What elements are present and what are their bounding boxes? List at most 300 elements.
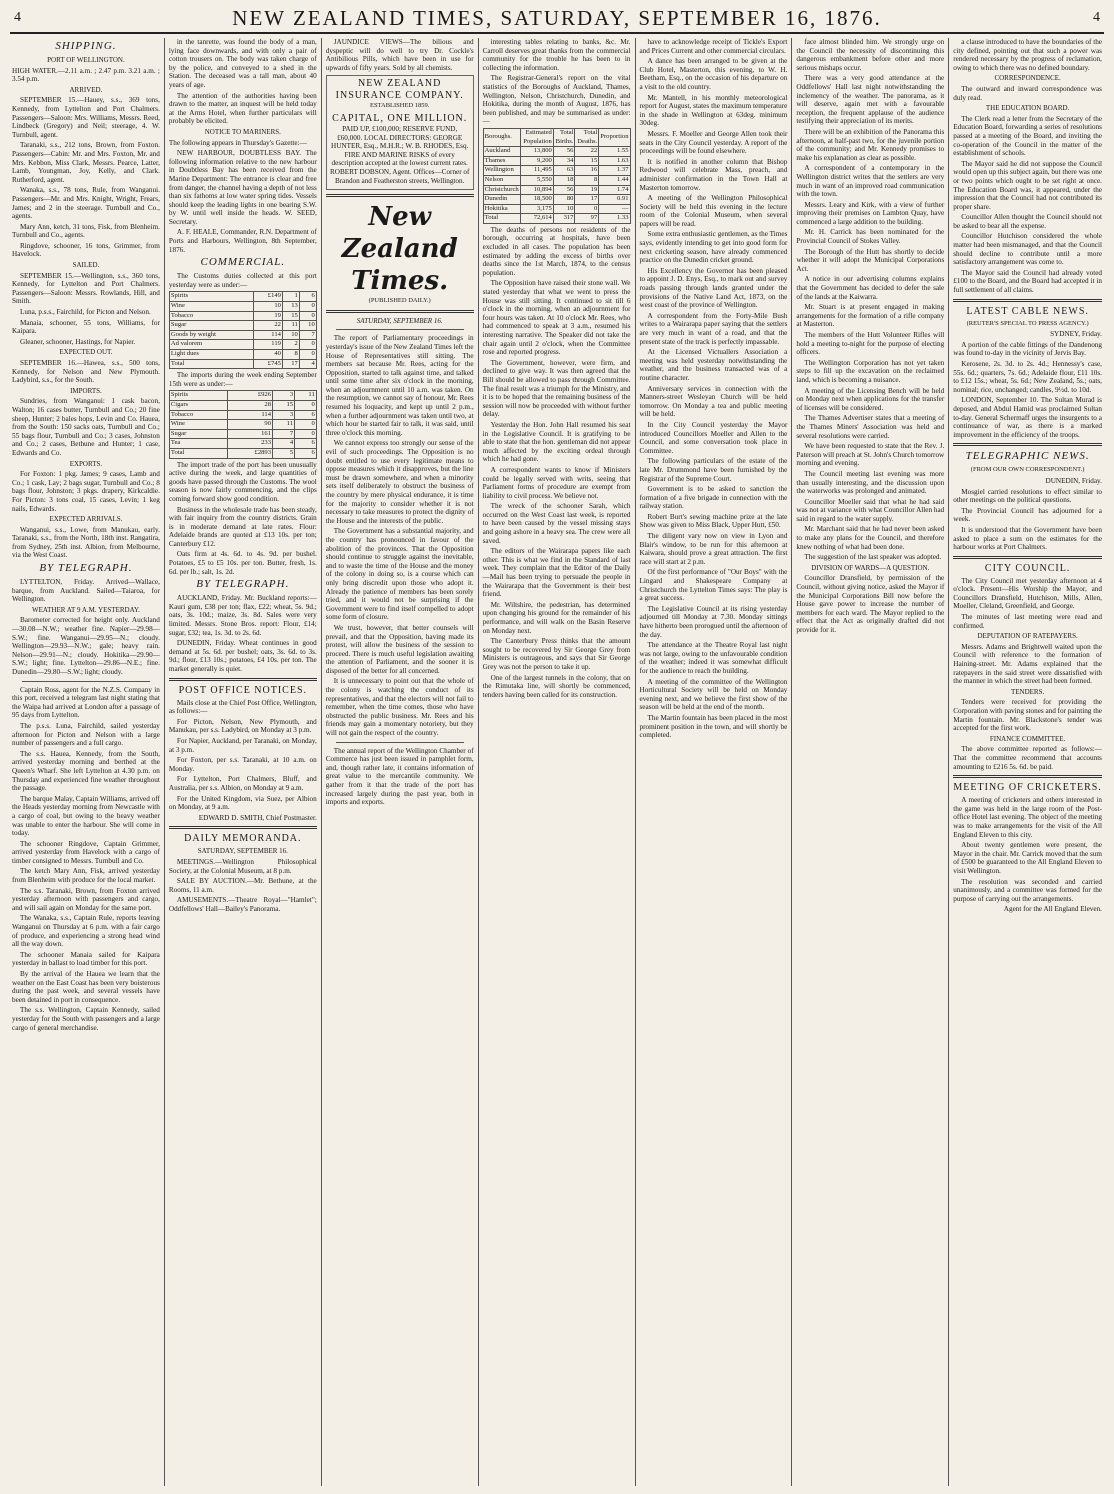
imports-table bbox=[169, 390, 317, 458]
table-row bbox=[169, 420, 316, 430]
table-cell: 8 bbox=[575, 175, 599, 185]
postoffice-item: Mails close at the Chief Post Office, Wellington, as follows:— bbox=[168, 698, 317, 716]
table-cell: — bbox=[599, 204, 630, 214]
news-paragraph: There was a very good attendance at the Oddfellows' Hall last night notwithstanding the inclemency of the weather. The panorama, as it will deserve, again met with a favourable reception, the frequent applause of the audience testifying their appreciation of its merits. bbox=[796, 74, 945, 126]
imports-heading: IMPORTS. bbox=[70, 386, 102, 395]
news-paragraph: A meeting of the Wellington Philosophical Society will be held this evening in the lecture room of the Colonial Museum, when several papers will be read. bbox=[639, 194, 788, 228]
table-cell: 16 bbox=[575, 166, 599, 176]
table-header-row bbox=[483, 128, 630, 146]
table-row bbox=[169, 311, 316, 321]
table-row bbox=[483, 195, 630, 205]
news-paragraph: Yesterday the Hon. John Hall resumed his seat in the Legislative Council. It is gratifying to be able to state that the hon. gentleman did not appear much affected by the exciting ordeal through which he had gone. bbox=[482, 420, 631, 464]
council-paragraph: The minutes of last meeting were read and confirmed. bbox=[953, 613, 1102, 630]
insurance-capital: CAPITAL, ONE MILLION. bbox=[332, 112, 468, 124]
table-cell: 28 bbox=[228, 400, 273, 410]
table-row bbox=[169, 439, 316, 449]
commercial-intro: The Customs duties collected at this port yesterday were as under:— bbox=[168, 272, 317, 289]
exports-text: For Foxton: 1 pkg. James; 9 cases, Lamb and Co.; 1 cask, Lay; 2 bags sugar, Turnbull and Co.; 8 bags flour, Johnston; 3 pkgs. drapery, Kirkcaldie. For Picton: 3 tons coal, 15 cases, Levin; 1 keg nails, Edwards. bbox=[12, 470, 160, 513]
table-cell: 4 bbox=[299, 359, 316, 369]
divider bbox=[169, 826, 317, 829]
table-cell: 1.44 bbox=[599, 175, 630, 185]
news-paragraph: There will be an exhibition of the Panorama this afternoon, at half-past two, for the juvenile portion of the community; and Mr. Kennedy promises to make his explanation as clear as possible. bbox=[796, 127, 945, 162]
shipping-paragraph: The s.s. Wellington, Captain Kennedy, sailed yesterday for the South with passengers and a large cargo of general merchandise. bbox=[12, 1006, 160, 1032]
table-cell: 56 bbox=[553, 147, 575, 157]
news-paragraph: The following particulars of the estate of the late Mr. Drummond have been furnished by the Registrar of the Supreme Court. bbox=[639, 457, 788, 483]
chamber-report: The annual report of the Wellington Chamber of Commerce has just been issued in pamphlet form, and, though rather late, it contains information of great value to the mercantile community. We gather from it that the trade of the port has increased largely during the past year, both in imports and exports. bbox=[325, 746, 474, 807]
table-cell: 40 bbox=[254, 350, 282, 360]
daily-date: SATURDAY, SEPTEMBER 16. bbox=[197, 847, 288, 856]
cricket-sign: Agent for the All England Eleven. bbox=[1003, 905, 1102, 914]
table-cell: 5,550 bbox=[520, 175, 553, 185]
education-paragraph: Councillor Allen thought the Council should not be asked to bear all the expense. bbox=[953, 213, 1102, 230]
news-paragraph: Mr. Mantell, in his monthly meteorological report for August, states the maximum temperature in the shade in Wellington at 63deg. minimum 30deg. bbox=[639, 93, 788, 128]
article-paragraph: in the tanrette, was found the body of a man, lying face downwards, and with only a pair of cotton trousers on. The body was taken charge of by the police, and conveyed to a shed in the Station. The deceased was a tall man, about 40 years of age. bbox=[168, 38, 317, 89]
city-council-heading: CITY COUNCIL. bbox=[984, 562, 1071, 574]
table-cell: 6 bbox=[299, 292, 316, 302]
table-cell: Hokitika bbox=[483, 204, 520, 214]
shipping-heading: SHIPPING. bbox=[55, 40, 117, 52]
table-cell: 1 bbox=[282, 292, 299, 302]
news-paragraph: Some extra enthusiastic gentlemen, as the Times says, evidently intending to get into good form for next cricketing season, have already commenced practice on the Dunedin cricket ground. bbox=[639, 230, 788, 265]
correspondence-text: The outward and inward correspondence was duly read. bbox=[953, 84, 1102, 102]
table-row bbox=[169, 340, 316, 350]
news-paragraph: A notice in our advertising columns explains that the Government has decided to defer the sale of the lands at the Kaiwarra. bbox=[796, 275, 945, 301]
telegraph-heading: BY TELEGRAPH. bbox=[39, 562, 133, 575]
table-cell: Tea bbox=[169, 439, 227, 449]
cable-date: SYDNEY, Friday. bbox=[1050, 330, 1102, 339]
page-number-right: 4 bbox=[1093, 10, 1100, 25]
table-cell: 0 bbox=[295, 420, 317, 430]
telegraphic-item: The Provincial Council has adjourned for a week. bbox=[953, 506, 1102, 524]
table-header-cell: Boroughs. bbox=[483, 128, 520, 146]
table-cell: 0 bbox=[299, 350, 316, 360]
table-cell: 6 bbox=[295, 410, 317, 420]
table-cell: 17 bbox=[282, 359, 299, 369]
table-cell: Wine bbox=[169, 302, 254, 312]
cable-news-heading: LATEST CABLE NEWS. bbox=[966, 305, 1089, 317]
telegraphic-sub: (FROM OUR OWN CORRESPONDENT.) bbox=[970, 466, 1085, 474]
table-cell: 11 bbox=[282, 321, 299, 331]
telegraph-text: AUCKLAND, Friday. Mr. Buckland reports:—Kauri gum, £38 per ton; flax, £22; wheat, 5s. 9d.; oats, 3s. 10d.; maize, 3s. 8d. Sales were very limited. Messrs. Stone Bros. report: Flour, £14; sugar, £32; tea, 1s. 3d. to 2s. 6d. bbox=[168, 594, 317, 637]
arrived-item: Ringdove, schooner, 16 tons, Grimmer, from Havelock. bbox=[12, 241, 160, 259]
cricketers-heading: MEETING OF CRICKETERS. bbox=[953, 782, 1102, 794]
news-paragraph: The Opposition have raised their stone wall. We stated yesterday that what we went to press the House was still sitting. It continued to sit till 6 o'clock in the morning, when an adjournment for four hours was taken. At 10 o'clock Mr. Rees, who had commenced to speak at 3 a.m., resumed his interesting narrative. The Speaker did not take the chair again until 2 o'clock, when the Committee rose and reported progress. bbox=[482, 279, 631, 357]
table-cell: Light dues bbox=[169, 350, 254, 360]
shipping-paragraph: The Wanaka, s.s., Captain Rule, reports leaving Wanganui on Thursday at 6 p.m. with a fair cargo of produce, and experiencing a strong head wind all the way down. bbox=[12, 914, 160, 949]
table-row bbox=[483, 214, 630, 224]
table-cell: Total bbox=[169, 359, 254, 369]
notice-text: NEW HARBOUR, DOUBTLESS BAY. The following information relative to the new harbour in Doubtless Bay has been received from the Marine Department: The entrance is clear and free from danger, the channel having a depth of not less than six fathoms at low water spring tides. Vessels should keep the leading lights in one bearing S.W. by W. until well inside the heads. W. SEED, Secretary. bbox=[168, 149, 317, 226]
table-cell: 18,500 bbox=[520, 195, 553, 205]
column-council bbox=[949, 38, 1106, 1486]
news-paragraph: The suggestion of the last speaker was adopted. bbox=[804, 553, 942, 562]
table-cell: 15 bbox=[282, 311, 299, 321]
news-paragraph: The deaths of persons not residents of the borough, occurring at hospitals, have been excluded in all cases. The population has been estimated by adding the excess of births over deaths since the 1st March, 1874, to the census population. bbox=[482, 225, 631, 277]
division-text: Councillor Dransfield, by permission of the Council, without giving notice, asked the Mayor if the Municipal Corporations Bill now before the House gave power to increase the number of members for each ward. The Mayor replied to the effect that the Act as originally drafted did not provide for it. bbox=[796, 574, 945, 634]
table-row bbox=[169, 330, 316, 340]
table-cell: 10,894 bbox=[520, 185, 553, 195]
arrived-heading: ARRIVED. bbox=[69, 85, 103, 94]
education-paragraph: The Mayor said the Council had already voted £100 to the Board, and the Board had accepted it in full settlement of all claims. bbox=[953, 268, 1102, 295]
telegraphic-item: It is understood that the Government have been asked to place a sum on the estimates for the harbour works at Port Chalmers. bbox=[953, 525, 1102, 552]
table-cell: Thames bbox=[483, 156, 520, 166]
cable-item: Kerosene, 2s. 3d. to 2s. 4d.; Hennessy's case, 55s. 6d.; quarters, 7s. 6d.; Adelaide flour, £11 10s. to £12 15s.; wheat, 5s. 6d.; New Zealand, 5s.; oats, nominal; rice, unchanged; candles, 9½d. to 10d. bbox=[953, 360, 1102, 394]
insurance-body: PAID UP, £100,000; RESERVE FUND, £60,000. LOCAL DIRECTORS: GEORGE HUNTER, Esq., M.H.R.; W. B. RHODES, Esq. FIRE AND MARINE RISKS of every description accepted at the lowest current rates. ROBERT DOBSON, Agent. Offices—Corner of Brandon and Featherston streets, Wellington. bbox=[329, 124, 470, 185]
news-paragraph: Mr. Marchant said that he had never been asked to make any plans for the Council, and therefore knew nothing of what had been done. bbox=[796, 525, 945, 551]
news-paragraph: The Council meeting last evening was more than usually interesting, and the discussion upon the waterworks was prolonged and animated. bbox=[796, 469, 945, 496]
daily-item: MEETINGS.—Wellington Philosophical Society, at the Colonial Museum, at 8 p.m. bbox=[168, 857, 317, 875]
news-paragraph: The attendance at the Theatre Royal last night was not large, owing to the unfavourable condition of the weather; indeed it was somewhat difficult for the audience to reach the building. bbox=[639, 641, 788, 675]
nameplate: New Zealand Times. bbox=[341, 202, 458, 297]
notice-sign: A. F. HEALE, Commander, R.N. Department of Ports and Harbours, Wellington, 8th September, 1876. bbox=[168, 228, 317, 254]
table-cell: £2893 bbox=[228, 448, 273, 458]
shipping-paragraph: The schooner Ringdove, Captain Grimmer, arrived yesterday from Havelock with a cargo of timber consigned to Messrs. Turnbull and Co. bbox=[12, 839, 160, 865]
table-cell: Dunedin bbox=[483, 195, 520, 205]
education-paragraph: Councillor Hutchison considered the whole matter had been mismanaged, and that the Council should decline to contribute until a more satisfactory arrangement was come to. bbox=[953, 232, 1102, 267]
news-paragraph: At the Licensed Victuallers Association a meeting was held yesterday notwithstanding the weather, and the business transacted was of a routine character. bbox=[639, 348, 788, 382]
tenders-heading: TENDERS. bbox=[1010, 687, 1045, 696]
cable-sub: (REUTER'S SPECIAL TO PRESS AGENCY.) bbox=[966, 319, 1089, 327]
commercial-paragraph: Business in the wholesale trade has been steady, with fair inquiry from the country districts. Grain is in moderate demand at late rates. Flour: Adelaide brands are quoted at £13 10s. per ton; Canterbury £12. bbox=[168, 505, 317, 548]
divider bbox=[336, 742, 464, 743]
news-paragraph: The diligent vary now on view in Lyon and Blair's window, to be run for this afternoon at Kaiwara, should prove a great attraction. The first race will start at 2 p.m. bbox=[639, 532, 788, 566]
table-cell: 0 bbox=[295, 429, 317, 439]
table-cell: 1.55 bbox=[599, 147, 630, 157]
postoffice-item: For Foxton, per s.s. Taranaki, at 10 a.m. on Monday. bbox=[168, 756, 317, 773]
editorial-paragraph: We cannot express too strongly our sense of the evil of such proceedings. The Opposition is no doubt entitled to use every legitimate means to oppose measures which it disapproves, but the line must be drawn somewhere, and when a minority sets itself deliberately to obstruct the business of the country by mere physical endurance, it is time for the majority to consider whether it is not necessary to take measures to protect the dignity of the House and the interests of the public. bbox=[325, 439, 474, 525]
table-header-cell: Proportion bbox=[599, 128, 630, 146]
cricket-paragraph: A meeting of cricketers and others interested in the game was held in the large room of the Post-office Hotel last evening. The object of the meeting was to make arrangements for the visit of the All England Eleven to this city. bbox=[953, 796, 1102, 839]
table-cell: 0.91 bbox=[599, 195, 630, 205]
editorial-paragraph: We trust, however, that better counsels will prevail, and that the Opposition, having made its protest, will allow the business of the session to proceed. There is much useful legislation awaiting the attention of Parliament, and the sooner it is disposed of the better for all concerned. bbox=[325, 623, 474, 675]
column-shipping bbox=[8, 38, 165, 1486]
table-row bbox=[483, 156, 630, 166]
table-cell: 10 bbox=[299, 321, 316, 331]
table-cell: 34 bbox=[553, 156, 575, 166]
newspaper-title: NEW ZEALAND TIMES, SATURDAY, SEPTEMBER 16, 1876. bbox=[232, 6, 882, 30]
table-cell: 119 bbox=[254, 340, 282, 350]
cricket-paragraph: About twenty gentlemen were present, the Mayor in the chair. Mr. Carrick moved that the sum of £500 be guaranteed to the All England Eleven to visit Wellington. bbox=[953, 841, 1102, 875]
table-cell: 17 bbox=[575, 195, 599, 205]
divider bbox=[953, 443, 1102, 446]
arrived-item: Wanaka, s.s., 78 tons, Rule, from Wanganui. Passengers—Mr. and Mrs. Knight, Wright, Frears, James; and 2 in the steerage. Turnbull and Co., agents. bbox=[12, 186, 160, 221]
table-cell: Ad valorem bbox=[169, 340, 254, 350]
columns bbox=[8, 38, 1106, 1486]
telegraph-heading: BY TELEGRAPH. bbox=[196, 578, 290, 591]
column-news bbox=[479, 38, 636, 1486]
news-paragraph: have to acknowledge receipt of Tickle's Export and Prices Current and other commercial circulars. bbox=[639, 38, 788, 55]
news-paragraph: interesting tables relating to banks, &c. Mr. Carroll deserves great thanks from the commercial community for the trouble he has been to in collecting the information. bbox=[482, 38, 631, 72]
sailed-item: Luna, p.s.s., Fairchild, for Picton and Nelson. bbox=[20, 308, 151, 317]
table-cell: Christchurch bbox=[483, 185, 520, 195]
masthead bbox=[10, 6, 1104, 34]
table-row bbox=[169, 391, 316, 401]
table-cell: 0 bbox=[299, 311, 316, 321]
postoffice-item: For Lyttelton, Port Chalmers, Bluff, and Australia, per s.s. Albion, on Monday at 9 a.m. bbox=[168, 775, 317, 792]
table-cell: 63 bbox=[553, 166, 575, 176]
commercial-paragraph: The import trade of the port has been unusually active during the week, and large quantities of goods have passed through the Customs. The wool season is now fairly commencing, and the clips coming forward show good condition. bbox=[168, 460, 317, 503]
table-cell: Sugar bbox=[169, 429, 227, 439]
news-paragraph: The Martin fountain has been placed in the most prominent position in the town, and will shortly be completed. bbox=[639, 713, 788, 740]
sailed-item: SEPTEMBER 15.—Wellington, s.s., 360 tons, Kennedy, for Lyttelton and Port Chalmers. Passengers—Saloon: Messrs. Rowlands, Hill, and Smith. bbox=[12, 271, 160, 306]
table-cell: Wine bbox=[169, 420, 227, 430]
table-cell: 13 bbox=[282, 302, 299, 312]
cable-item: A portion of the cable fittings of the Dandenong was found to-day in the vicinity of Jervis Bay. bbox=[953, 340, 1102, 358]
table-row bbox=[169, 429, 316, 439]
news-paragraph: The Legislative Council at its rising yesterday adjourned till Monday at 7.30. Monday sittings have hitherto been prorogued until the afternoon of the day. bbox=[639, 604, 788, 639]
table-cell: 0 bbox=[299, 302, 316, 312]
table-row bbox=[169, 302, 316, 312]
cable-london: LONDON, September 10. The Sultan Murad is deposed, and Abdul Hamid was proclaimed Sultan to-day. General Schermaff urges the insurgents to a continuance of war, as there is a marked improvement in the efficiency of the troops. bbox=[953, 396, 1102, 439]
column-commercial bbox=[165, 38, 322, 1486]
weather-text: Barometer corrected for height only. Auckland—30.08—N.W.; weather fine. Napier—29.98—S.W.; fine. Wanganui—29.95—N.; cloudy. Wellington—29.93—N.W.; gale; heavy rain. Nelson—29.91—N.; cloudy. Hokitika—29.90—S.W.; light; fine. Lyttelton—29.86—N.E.; fine. Dunedin—29.80—S.W.; light; cloudy. bbox=[12, 616, 160, 676]
table-row bbox=[169, 350, 316, 360]
table-cell: 22 bbox=[254, 321, 282, 331]
table-cell: Auckland bbox=[483, 147, 520, 157]
telegraphic-heading: TELEGRAPHIC NEWS. bbox=[965, 450, 1090, 463]
education-paragraph: The Clerk read a letter from the Secretary of the Education Board, forwarding a series of resolutions passed at a meeting of the Board, and inviting the co-operation of the Council in the matter of the establishment of schools. bbox=[953, 114, 1102, 158]
postoffice-item: For Napier, Auckland, per Taranaki, on Monday, at 3 p.m. bbox=[168, 736, 317, 754]
table-cell: Total bbox=[169, 448, 227, 458]
news-paragraph: A dance has been arranged to be given at the Club Hotel, Masterton, this evening, to W. H. Beetham, Esq., on the occasion of his departure on a visit to the old country. bbox=[639, 57, 788, 91]
commercial-intro: The imports during the week ending September 15th were as under:— bbox=[168, 371, 317, 388]
deputation-text: Messrs. Adams and Brightwell waited upon the Council with reference to the formation of Haining-street. Mr. Adams explained that the ratepayers in the said street were dissatisfied with the manner in which the street had been formed. bbox=[953, 642, 1102, 686]
column-local-2 bbox=[792, 38, 949, 1486]
shipping-paragraph: The p.s.s. Luna, Fairchild, sailed yesterday afternoon for Picton and Nelson with a large number of passengers and a full cargo. bbox=[12, 721, 160, 748]
news-paragraph: The editors of the Wairarapa papers like each other. This is what we find in the Standard of last week. They complain that the Editor of the Daily—Mail has been trying to persuade the people in the Wairarapa that the Government is their best friend. bbox=[482, 547, 631, 599]
daily-item: SALE BY AUCTION.—Mr. Bethune, at the Rooms, 11 a.m. bbox=[168, 877, 317, 894]
table-cell: 0 bbox=[295, 400, 317, 410]
news-paragraph: Messrs. Leary and Kirk, with a view of further improving their premises on Lambton Quay, have commenced a large addition to the building. bbox=[796, 200, 945, 226]
table-row bbox=[483, 166, 630, 176]
shipping-paragraph: The s.s. Taranaki, Brown, from Foxton arrived yesterday afternoon with passengers and cargo, and will sail again on Monday for the same port. bbox=[12, 886, 160, 912]
table-row bbox=[483, 204, 630, 214]
arrived-item: Taranaki, s.s., 212 tons, Brown, from Foxton. Passengers—Cabin: Mr. and Mrs. Foxton, Mr. and Mrs. Kebbon, Miss Clark, Messrs. Pearce, Latter, Lamb, Youngman, Joy, Kelly, and Clark. Rutherford, agent. bbox=[12, 141, 160, 184]
postoffice-heading: POST OFFICE NOTICES. bbox=[178, 684, 308, 696]
table-cell: £745 bbox=[254, 359, 282, 369]
table-cell: 317 bbox=[553, 214, 575, 224]
division-heading: DIVISION OF WARDS—A QUESTION. bbox=[811, 563, 930, 572]
table-cell: 11,495 bbox=[520, 166, 553, 176]
published-daily: (PUBLISHED DAILY.) bbox=[368, 297, 431, 305]
table-cell: 10 bbox=[282, 330, 299, 340]
council-paragraph: The City Council met yesterday afternoon at 4 o'clock. Present—His Worship the Mayor, and Councillors Dransfield, Hutchison, Mills, Allen, Moeller, Cleland, Greenfield, and George. bbox=[953, 576, 1102, 611]
table-cell: 3 bbox=[273, 391, 295, 401]
sailed-heading: SAILED. bbox=[72, 261, 100, 270]
customs-table bbox=[169, 291, 317, 369]
column-editorial bbox=[322, 38, 479, 1486]
telegraphic-item: Mosgiel carried resolutions to effect similar to other meetings on the political questions. bbox=[953, 487, 1102, 505]
news-paragraph: A meeting of the committee of the Wellington Horticultural Society will be held on Monday evening next, and we believe the first show of the season will be held at the end of the month. bbox=[639, 677, 788, 712]
imports-text: Sundries, from Wanganui: 1 cask bacon, Walton; 16 cases butter, Turnbull and Co.; 20 fine sheep, Hunter; 2 bales hops, Levin and Co. Hauea, from the South: 150 sacks oats, Turnbull and Co.; 55 bags flour, Turnbull and Co.; 3 cases, Johnston and Co.; 2 cases, Bethune and Hunter; 1 case, Edwards and Co. bbox=[12, 397, 160, 457]
news-paragraph: His Excellency the Governor has been pleased to appoint J. D. Enys, Esq., to mark out and survey roads passing through lands granted under the provisions of the Native Land Act, 1873, on the west coast of the province of Wellington. bbox=[639, 266, 788, 310]
table-cell: 6 bbox=[295, 448, 317, 458]
table-row bbox=[169, 410, 316, 420]
table-cell: 90 bbox=[228, 420, 273, 430]
education-board-heading: THE EDUCATION BOARD. bbox=[985, 104, 1070, 113]
tenders-text: Tenders were received for providing the Corporation with paving stones and for painting the Martin fountain. Mr. Blackstone's tender was accepted for the first work. bbox=[953, 698, 1102, 733]
table-row bbox=[483, 147, 630, 157]
shipping-paragraph: The schooner Manaia sailed for Kaipara yesterday in ballast to load timber for this port. bbox=[12, 950, 160, 968]
news-paragraph: One of the largest tunnels in the colony, that on the Rimutaka line, will shortly be commenced, tenders having been called for its construction. bbox=[482, 673, 631, 699]
table-cell: 10 bbox=[553, 204, 575, 214]
divider bbox=[953, 299, 1102, 302]
telegraph-text: DUNEDIN, Friday. Wheat continues in good demand at 5s. 6d. per bushel; oats, 3s. 6d. to 3s. 9d.; flour, £13 10s.; potatoes, £4 10s. per ton. The market generally is quiet. bbox=[168, 639, 317, 673]
notice-heading: NOTICE TO MARINERS. bbox=[204, 127, 281, 136]
expected-text: SEPTEMBER 16.—Hawea, s.s., 500 tons, Kennedy, for Nelson and New Plymouth. Ladybird, s.s., for the South. bbox=[12, 359, 160, 385]
table-cell: Tobacco bbox=[169, 311, 254, 321]
council-paragraph: a clause introduced to have the boundaries of the city defined, pointing out that such a power was rendered necessary by the progress of reclamation, owing to which there was no defined boundary. bbox=[953, 38, 1102, 72]
table-cell: £149 bbox=[254, 292, 282, 302]
shipping-paragraph: The s.s. Hauea, Kennedy, from the South, arrived yesterday morning and berthed at the Queen's Wharf. She left Lyttelton at 4.30 p.m. on Thursday and experienced fine weather throughout the passage. bbox=[12, 749, 160, 793]
arrived-item: Mary Ann, ketch, 31 tons, Fisk, from Blenheim. Turnbull and Co., agents. bbox=[12, 222, 160, 240]
divider bbox=[326, 194, 474, 197]
postmaster-sign: EDWARD D. SMITH, Chief Postmaster. bbox=[198, 813, 317, 822]
high-water: HIGH WATER.—2.11 a.m. ; 2.47 p.m. 3.21 a.m. ; 3.54 p.m. bbox=[12, 66, 160, 84]
news-paragraph: The Borough of the Hutt has shortly to decide whether it will adopt the Municipal Corporations Act. bbox=[796, 247, 945, 273]
postoffice-item: For Picton, Nelson, New Plymouth, and Manukau, per s.s. Ladybird, on Monday at 3 p.m. bbox=[168, 717, 317, 735]
news-paragraph: Of the first performance of "Our Boys" with the Lingard and Shakespeare Company at Christchurch the Lyttelton Times says: The play is a great success. bbox=[639, 568, 788, 603]
table-cell: 8 bbox=[282, 350, 299, 360]
table-cell: Total bbox=[483, 214, 520, 224]
table-cell: 4 bbox=[273, 439, 295, 449]
postoffice-item: For the United Kingdom, via Suez, per Albion on Monday, at 9 a.m. bbox=[168, 794, 317, 812]
table-cell: 5 bbox=[273, 448, 295, 458]
news-paragraph: Messrs. F. Moeller and George Allen took their seats in the City Council yesterday. A report of the proceedings will be found elsewhere. bbox=[639, 129, 788, 156]
table-row bbox=[169, 448, 316, 458]
news-paragraph: A meeting of the Licensing Bench will be held on Monday next when applications for the transfer of licenses will be considered. bbox=[796, 386, 945, 412]
table-cell: Cigars bbox=[169, 400, 227, 410]
table-cell: 72,614 bbox=[520, 214, 553, 224]
table-cell: 233 bbox=[228, 439, 273, 449]
table-row bbox=[169, 321, 316, 331]
news-paragraph: Councillor Moeller said that what he had said was not at variance with what Councillor Allen had said in regard to the water supply. bbox=[796, 497, 945, 523]
expected-heading: EXPECTED OUT. bbox=[59, 348, 113, 357]
column-local bbox=[636, 38, 793, 1486]
table-cell: 11 bbox=[295, 391, 317, 401]
news-paragraph: Government is to be asked to sanction the formation of a five brigade in connection with the railway station. bbox=[639, 485, 788, 511]
notice-sub: The following appears in Thursday's Gazette:— bbox=[168, 138, 307, 147]
news-paragraph: In the City Council yesterday the Mayor introduced Councillors Moeller and Allen to the Council, and some conversation took place in Committee. bbox=[639, 420, 788, 455]
table-cell: 114 bbox=[254, 330, 282, 340]
table-cell: 19 bbox=[254, 311, 282, 321]
weather-heading: WEATHER AT 9 A.M. YESTERDAY. bbox=[31, 605, 140, 614]
table-row bbox=[483, 175, 630, 185]
divider bbox=[22, 681, 150, 682]
table-cell: Tobacco bbox=[169, 410, 227, 420]
daily-item: AMUSEMENTS.—Theatre Royal—"Hamlet"; Oddfellows' Hall—Bailey's Panorama. bbox=[168, 896, 317, 913]
table-cell: 1.63 bbox=[599, 156, 630, 166]
news-paragraph: The wreck of the schooner Sarah, which occurred on the West Coast last week, is reported to have been caused by the vessel missing stays and going ashore in a heavy sea. The crew were all saved. bbox=[482, 502, 631, 545]
finance-heading: FINANCE COMMITTEE. bbox=[989, 734, 1066, 743]
table-cell: Nelson bbox=[483, 175, 520, 185]
table-cell: 3 bbox=[273, 410, 295, 420]
deputation-heading: DEPUTATION OF RATEPAYERS. bbox=[977, 632, 1078, 641]
insurance-advert bbox=[326, 75, 474, 190]
table-cell: 7 bbox=[273, 429, 295, 439]
news-paragraph: The Wellington Corporation has not yet taken steps to fill up the excavation on the reclaimed land, which is becoming a nuisance. bbox=[796, 358, 945, 384]
news-paragraph: A correspondent of a contemporary in the Wellington district writes that the settlers are very much in want of an improved road communication with the town. bbox=[796, 164, 945, 199]
table-cell: Wellington bbox=[483, 166, 520, 176]
education-paragraph: The Mayor said he did not suppose the Council would open up this subject again, but there was one or two points which ought to be set right at once. The Education Board was, it appeared, under the impression that the Council had not contributed its proper share. bbox=[953, 159, 1102, 211]
page-number-left: 4 bbox=[14, 10, 21, 25]
arrived-item: SEPTEMBER 15.—Hauey, s.s., 369 tons, Kennedy, from Lyttelton and Port Chalmers. Passengers—Saloon: Mrs. Williams, Messrs. Reed, Lindbeck (Gregory) and Neil; steerage, 4. W. Turnbull, agent. bbox=[12, 96, 160, 139]
table-cell: 9,200 bbox=[520, 156, 553, 166]
table-cell: 6 bbox=[295, 439, 317, 449]
table-cell: 11 bbox=[273, 420, 295, 430]
table-cell: 1.74 bbox=[599, 185, 630, 195]
shipping-paragraph: Captain Ross, agent for the N.Z.S. Company in this port, received a telegram last night stating that the Waipa had arrived at London after a passage of 95 days from Lyttelton. bbox=[12, 685, 160, 720]
news-paragraph: Robert Burt's sewing machine prize at the late Show was given to Miss Black, Upper Hutt, £50. bbox=[639, 512, 788, 530]
divider bbox=[169, 678, 317, 681]
table-cell: 1.37 bbox=[599, 166, 630, 176]
table-header-cell: Total Births. bbox=[553, 128, 575, 146]
table-cell: 15 bbox=[575, 156, 599, 166]
table-cell: Sugar bbox=[169, 321, 254, 331]
news-paragraph: Mr. Stuart is at present engaged in making arrangements for the formation of a rifle company at Masterton. bbox=[796, 303, 945, 329]
divider bbox=[326, 310, 474, 313]
news-paragraph: A correspondent from the Forty-Mile Bush writes to a Wairarapa paper saying that the settlers are very much in want of a road, and that the present state of the track is perfectly impassable. bbox=[639, 311, 788, 346]
advert-jaundice: JAUNDICE VIEWS—The bilious and dyspeptic will do well to try Dr. Cockle's Antibilious Pills, which have been in use for upwards of fifty years. Sold by all chemists. bbox=[325, 38, 474, 72]
port-subheading: PORT OF WELLINGTON. bbox=[47, 56, 125, 64]
table-cell: 19 bbox=[575, 185, 599, 195]
commercial-heading: COMMERCIAL. bbox=[200, 256, 286, 269]
shipping-paragraph: By the arrival of the Hauea we learn that the weather on the East Coast has been very boisterous during the past week, and several vessels have been detained in port in consequence. bbox=[12, 970, 160, 1004]
table-cell: 114 bbox=[228, 410, 273, 420]
sailed-item: Gleaner, schooner, Hastings, for Napier. bbox=[20, 337, 136, 346]
exports-heading: EXPORTS. bbox=[69, 459, 103, 468]
insurance-established: ESTABLISHED 1859. bbox=[369, 102, 430, 110]
news-paragraph: A correspondent wants to know if Ministers could be legally served with writs, seeing that Parliament forms of procedure are exempt from liability to civil process. We believe not. bbox=[482, 465, 631, 500]
news-paragraph: Mr. H. Carrick has been nominated for the Provincial Council of Stokes Valley. bbox=[796, 228, 945, 246]
news-paragraph: The members of the Hutt Volunteer Rifles will hold a meeting to-night for the purpose of electing officers. bbox=[796, 331, 945, 357]
table-cell: 0 bbox=[575, 204, 599, 214]
commercial-paragraph: Oats firm at 4s. 6d. to 4s. 9d. per bushel. Potatoes, £5 to £5 10s. per ton. Butter, fresh, 1s. 6d. per lb.; salt, 1s. 2d. bbox=[168, 550, 317, 576]
arrivals-heading: EXPECTED ARRIVALS. bbox=[49, 515, 123, 524]
divider bbox=[953, 775, 1102, 778]
news-paragraph: The Government, however, were firm, and declined to give way. It was then agreed that the Bill should be allowed to pass through Committee. The final result was a triumph for the Ministry, and it is to be hoped that the remaining business of the session will now be proceeded with without further delay. bbox=[482, 358, 631, 419]
table-cell: 0 bbox=[299, 340, 316, 350]
divider bbox=[953, 556, 1102, 559]
shipping-paragraph: The barque Malay, Captain Williams, arrived off the Heads yesterday morning from Newcastle with a cargo of coal, but owing to the heavy weather was unable to enter the harbour. She will come in today. bbox=[12, 794, 160, 838]
table-row bbox=[483, 185, 630, 195]
insurance-heading: NEW ZEALAND INSURANCE COMPANY. bbox=[335, 78, 464, 102]
table-cell: Spirits bbox=[169, 292, 254, 302]
news-paragraph: Anniversary services in connection with the Manners-street Wesleyan Church will be held tomorrow. On Monday a tea and public meeting will be held. bbox=[639, 384, 788, 419]
table-cell: 161 bbox=[228, 429, 273, 439]
table-cell: £926 bbox=[228, 391, 273, 401]
divider bbox=[336, 329, 464, 330]
table-cell: 80 bbox=[553, 195, 575, 205]
table-cell: 97 bbox=[575, 214, 599, 224]
editorial-date: SATURDAY, SEPTEMBER 16. bbox=[356, 316, 443, 325]
telegraphic-date: DUNEDIN, Friday. bbox=[1045, 476, 1102, 485]
table-cell: 13,800 bbox=[520, 147, 553, 157]
table-cell: 7 bbox=[299, 330, 316, 340]
table-cell: 56 bbox=[553, 185, 575, 195]
table-cell: 1.33 bbox=[599, 214, 630, 224]
article-paragraph: The attention of the authorities having been drawn to the matter, an inquest will be held today at the Arms Hotel, when further particulars will probably be elicited. bbox=[168, 91, 317, 126]
table-header-cell: Total Deaths. bbox=[575, 128, 599, 146]
news-paragraph: The Thames Advertiser states that a meeting of the Thames Miners' Association was held and several resolutions were carried. bbox=[796, 414, 945, 440]
table-cell: Goods by weight bbox=[169, 330, 254, 340]
shipping-paragraph: The ketch Mary Ann, Fisk, arrived yesterday from Blenheim with produce for the local market. bbox=[12, 867, 160, 885]
news-paragraph: face almost blinded him. We strongly urge on the Council the necessity of discontinuing this dangerous embankment before other and more serious mishaps occur. bbox=[796, 38, 945, 72]
editorial-paragraph: The Government has a substantial majority, and the country has pronounced in favour of the abolition of the provinces. That the Opposition should continue to struggle against the inevitable, and to waste the time of the House and the money of the colony in doing so, is a course which can only bring discredit upon those who adopt it. Already the patience of members has been sorely tried, and it would not be surprising if the Government were to find itself compelled to adopt some form of closure. bbox=[325, 527, 474, 622]
editorial-paragraph: It is unnecessary to point out that the whole of the colony is watching the conduct of its representatives, and that the electors will not fail to remember, when the time comes, those who have obstructed the public business. Mr. Rees and his friends may gain a momentary notoriety, but they will not gain the respect of the country. bbox=[325, 677, 474, 738]
table-cell: 15 bbox=[273, 400, 295, 410]
correspondence-heading: CORRESPONDENCE. bbox=[994, 74, 1061, 83]
